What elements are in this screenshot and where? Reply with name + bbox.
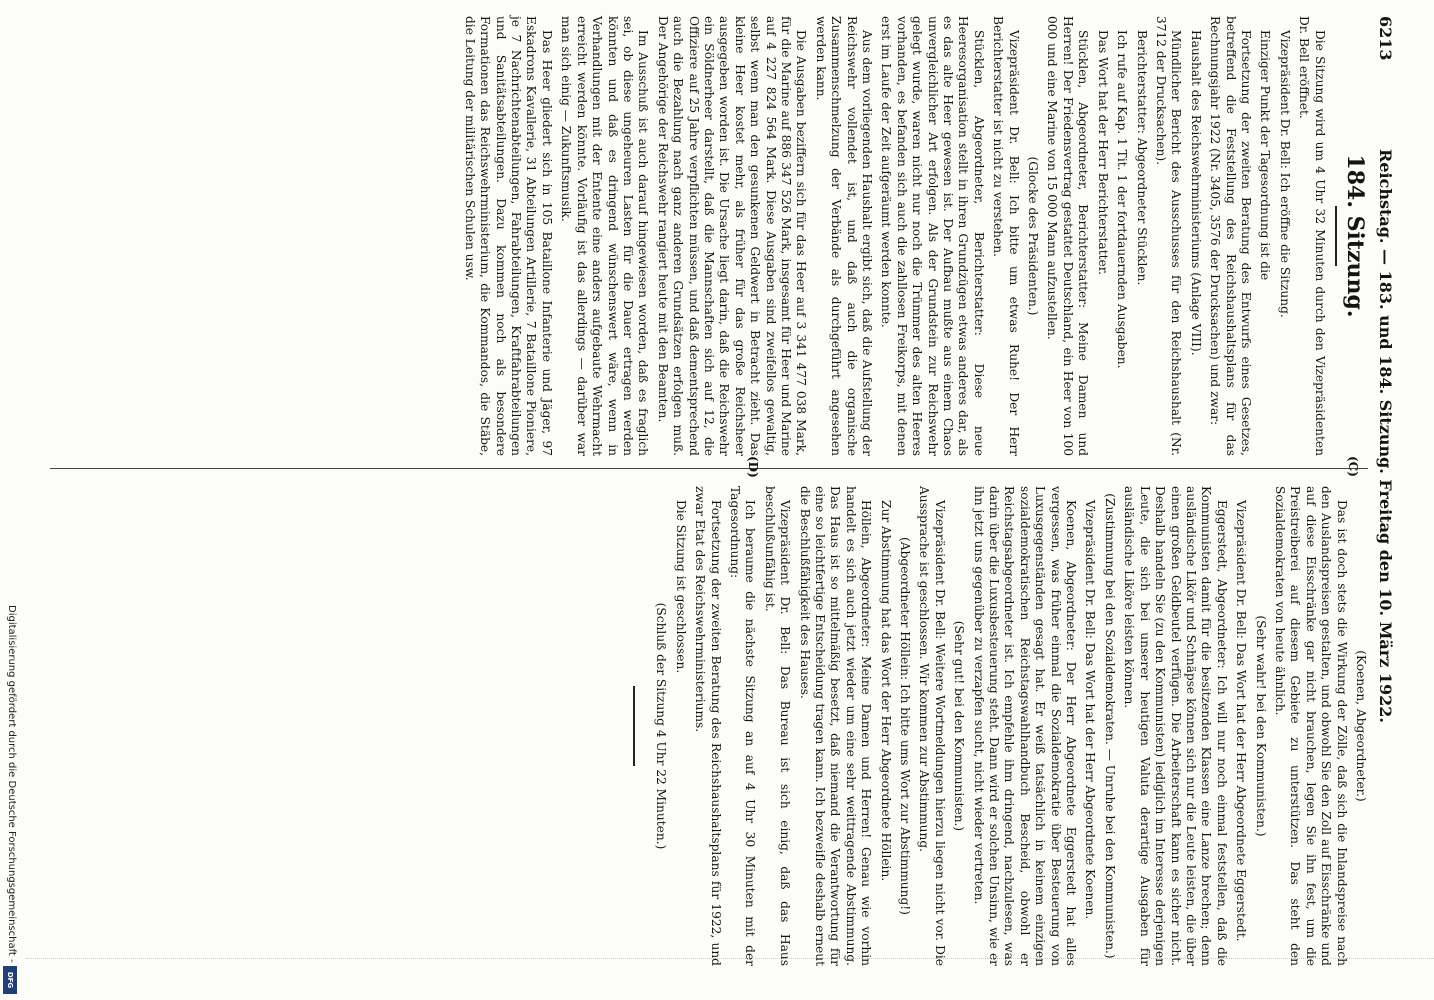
paragraph: Die Ausgaben beziffern sich für das Heer auf 3 341 477 038 Mark, für die Marine auf 886 347 526 Mark, insgesamt für Heer und Marine auf 4 227 824 564 Mark. Diese Ausgaben sind zweifellos gewaltig, selbst wenn man den gesunkenen Geldwert in Betracht zieht. Das kleine Heer kostet mehr, als früher für das große Reichsheer ausgegeben worden ist. Die Ursache liegt darin, daß die Reichswehr ein Söldnerheer darstellt, daß die Mannschaften sich auf 12, die Offiziere auf 25 Jahre verpflichten müssen, und daß dementsprechend auch die Bezahlung nach ganz anderen Grundsätzen erfolgen muß. Der Angehörige der Reichswehr rangiert heute mit den Beamten.	[655, 16, 809, 456]
paragraph: Vizepräsident Dr. Bell: Das Wort hat der Herr Abgeordnete Eggerstedt.	[1234, 500, 1249, 942]
paragraph: Stücklen, Abgeordneter, Berichterstatter: Diese neue Heeresorganisation stellt in ihren Grundzügen etwas anderes dar, als es das alte Heer gewesen ist. Der Aufbau mußte aus einem Chaos unvergleichlicher Art erfolgen. Als der Grundstein zur Reichswehr gelegt wurde, waren nicht nur noch die Trümmer des alten Heeres vorhanden, es befanden sich auch die zahllosen Freikorps, mit denen erst im Laufe der Zeit aufgeräumt werden konnte.	[879, 16, 986, 456]
paragraph: Die Sitzung ist geschlossen.	[673, 500, 688, 674]
paragraph: Vizepräsident Dr. Bell: Weitere Wortmeldungen hierzu liegen nicht vor. Die Aussprache ist geschlossen. Wir kommen zur Abstimmung.	[917, 486, 947, 966]
running-header	[1372, 16, 1400, 976]
paragraph: Stücklen, Abgeordneter, Berichterstatter: Meine Damen und Herren! Der Friedensvertrag gestattet Deutschland, ein Heer von 100 000 und eine Marine von 15 000 Mann aufzustellen.	[1045, 16, 1091, 456]
paragraph: (Sehr gut! bei den Kommunisten.)	[952, 620, 967, 832]
paragraph: (Koenen, Abgeordneter.)	[1354, 650, 1368, 802]
paragraph: Aus dem vorliegenden Haushalt ergibt sich, daß die Aufstellung der Reichswehr vollendet ist, und daß auch die organische Zusammenschmelzung der Verbände als durchgeführt angesehen werden kann.	[813, 16, 875, 456]
paragraph: Die Sitzung wird um 4 Uhr 32 Minuten durch den Vizepräsidenten Dr. Bell eröffnet.	[1297, 16, 1327, 456]
column-184-body	[461, 16, 1326, 456]
paragraph: (Zustimmung bei den Sozialdemokraten. — Unruhe bei den Kommunisten.)	[1102, 493, 1117, 959]
paragraph: Berichterstatter: Abgeordneter Stücklen.	[1134, 30, 1149, 286]
paragraph: Eggerstedt, Abgeordneter: Ich will nur noch einmal feststellen, daß die Kommunisten damit für die besitzenden Klassen eine Lanze brechen; denn ausländische Likör und Schnäpse können sich nur die Leute leisten, die über einen großen Geldbeutel verfügen. Die Arbeiterschaft kann es sicher nicht. Deshalb handeln Sie (zu den Kommunisten) lediglich im Interesse derjenigen Leute, die sich bei unserer heutigen Valuta derartige Ausgaben für ausländische Liköre leisten können.	[1122, 486, 1229, 966]
paragraph: Das Heer gliedert sich in 105 Bataillone Infanterie und Jäger, 97 Eskadrons Kavallerie, 31 Abteilungen Artillerie, 7 Bataillone Pioniere, je 7 Nachrichtenabteilungen, Fahrabteilungen, Kraftfahrabteilungen und Sanitätsabteilungen. Dazu kommen noch als besondere Formationen das Reichswehrministerium, die Kommandos, die Stäbe, die Leitung der militärischen Schulen usw.	[462, 16, 554, 456]
funding-note-text: Digitalisierung gefördert durch die Deutsche Forschungsgemeinschaft -	[6, 605, 17, 963]
end-of-session-rule	[633, 686, 635, 766]
column-184-sitzung	[50, 16, 1368, 456]
paragraph: (Glocke des Präsidenten.)	[1026, 156, 1041, 316]
margin-marker-c: (C)	[1346, 456, 1360, 477]
paragraph: Vizepräsident Dr. Bell: Ich eröffne die Sitzung.	[1277, 30, 1292, 318]
margin-marker-d: (D)	[746, 456, 760, 478]
paragraph: (Abgeordneter Höllein: Ich bitte ums Wort zur Abstimmung!)	[898, 537, 913, 915]
paragraph: Koenen, Abgeordneter: Der Herr Abgeordnete Eggerstedt hat alles vergessen, was früher einmal die Sozialdemokratie über Besteuerung von Luxusgegenständen gesagt hat. Er weiß tatsächlich in keinem einzigen sozialdemokratischen Reichstagswahlhandbuch Bescheid, obwohl er Reichstagsabgeordneter ist. Ich empfehle ihm dringend, nachzulesen, was darin über die Luxusbesteuerung steht. Dann wird er solchen Unsinn, wie er ihn jetzt uns gegenüber zu verzapfen sucht, nicht wieder vertreten.	[971, 486, 1079, 966]
running-title: Reichstag. — 183. und 184. Sitzung. Freitag den 10. März 1922.	[1376, 149, 1396, 723]
page-number: 6213	[1376, 16, 1396, 61]
paragraph: Fortsetzung der zweiten Beratung des Entwurfs eines Gesetzes, betreffend die Feststellung des Reichshaushaltsplans für das Rechnungsjahr 1922 (Nr. 3405, 3576 der Drucksachen) und zwar:	[1208, 16, 1253, 456]
column-183-body	[653, 486, 1368, 966]
paragraph: (Sehr wahr! bei den Kommunisten.)	[1253, 615, 1268, 837]
paragraph: Vizepräsident Dr. Bell: Das Bureau ist sich einig, daß das Haus beschlußunfähig ist.	[762, 486, 793, 966]
paragraph: Im Ausschuß ist auch darauf hingewiesen worden, daß es fraglich sei, ob diese ungeheuren Lasten für die Dauer ertragen werden könnten und daß es dringend wünschenswert wäre, wenn in Verhandlungen mit der Entente eine anders aufgebaute Wehrmacht erreicht werden könnte. Vorläufig ist das allerdings — darüber war man sich einig — Zukunftsmusik.	[559, 16, 651, 456]
column-divider	[50, 468, 1368, 469]
paragraph: Mündlicher Bericht des Ausschusses für den Reichshaushalt (Nr. 3712 der Drucksachen).	[1153, 16, 1184, 456]
paragraph: (Schluß der Sitzung 4 Uhr 22 Minuten.)	[654, 602, 669, 850]
paragraph: Ich beraume die nächste Sitzung an auf 4 Uhr 30 Minuten mit der Tagesordnung:	[727, 486, 758, 966]
paragraph: Zur Abstimmung hat das Wort der Herr Abgeordnete Höllein.	[878, 500, 893, 882]
paragraph: Einziger Punkt der Tagesordnung ist die	[1258, 30, 1273, 281]
dfg-logo-text: DFG	[6, 971, 14, 989]
paragraph: Das Wort hat der Herr Berichterstatter.	[1095, 30, 1110, 276]
column-183-sitzung-end	[50, 486, 1368, 966]
dfg-logo-icon	[3, 966, 17, 994]
paragraph: Fortsetzung der zweiten Beratung des Reichshaushaltsplans für 1922, und zwar Etat des Reichswehrministeriums.	[693, 486, 723, 966]
paragraph: Vizepräsident Dr. Bell: Ich bitte um etwas Ruhe! Der Herr Berichterstatter ist nicht zu verstehen.	[991, 16, 1021, 456]
session-title: 184. Sitzung.	[1342, 154, 1368, 318]
rotated-page-content	[30, 16, 1400, 976]
paragraph: Haushalt des Reichswehrministeriums (Anlage VIII).	[1188, 30, 1203, 356]
paragraph: Das ist doch stets die Wirkung der Zölle, daß sich die Inlandspreise nach den Auslandspreisen gestalten, und obwohl Sie den Zoll auf Eisschränke und auf diese Eisschränke gar nicht brauchen, legen Sie ihn fest, um die Preistreiberei auf diesem Gebiete zu unterstützen. Das steht den Sozialdemokraten von heute ähnlich.	[1272, 486, 1349, 966]
session-title-rule	[1335, 206, 1337, 266]
funding-note	[4, 605, 18, 995]
paragraph: Vizepräsident Dr. Bell: Das Wort hat der Herr Abgeordnete Koenen.	[1083, 500, 1098, 920]
paragraph: Höllein, Abgeordneter: Meine Damen und Herren! Genau wie vorhin handelt es sich auch jetzt wieder um eine sehr weittragende Abstimmung. Das Haus ist so mittelmäßig besetzt, daß niemand die Verantwortung für eine so leichtfertige Entscheidung tragen kann. Ich bezweifle deshalb erneut die Beschlußfähigkeit des Hauses.	[797, 486, 874, 966]
paragraph: Ich rufe auf Kap. 1 Tit. 1 der fortdauernden Ausgaben.	[1115, 30, 1130, 369]
